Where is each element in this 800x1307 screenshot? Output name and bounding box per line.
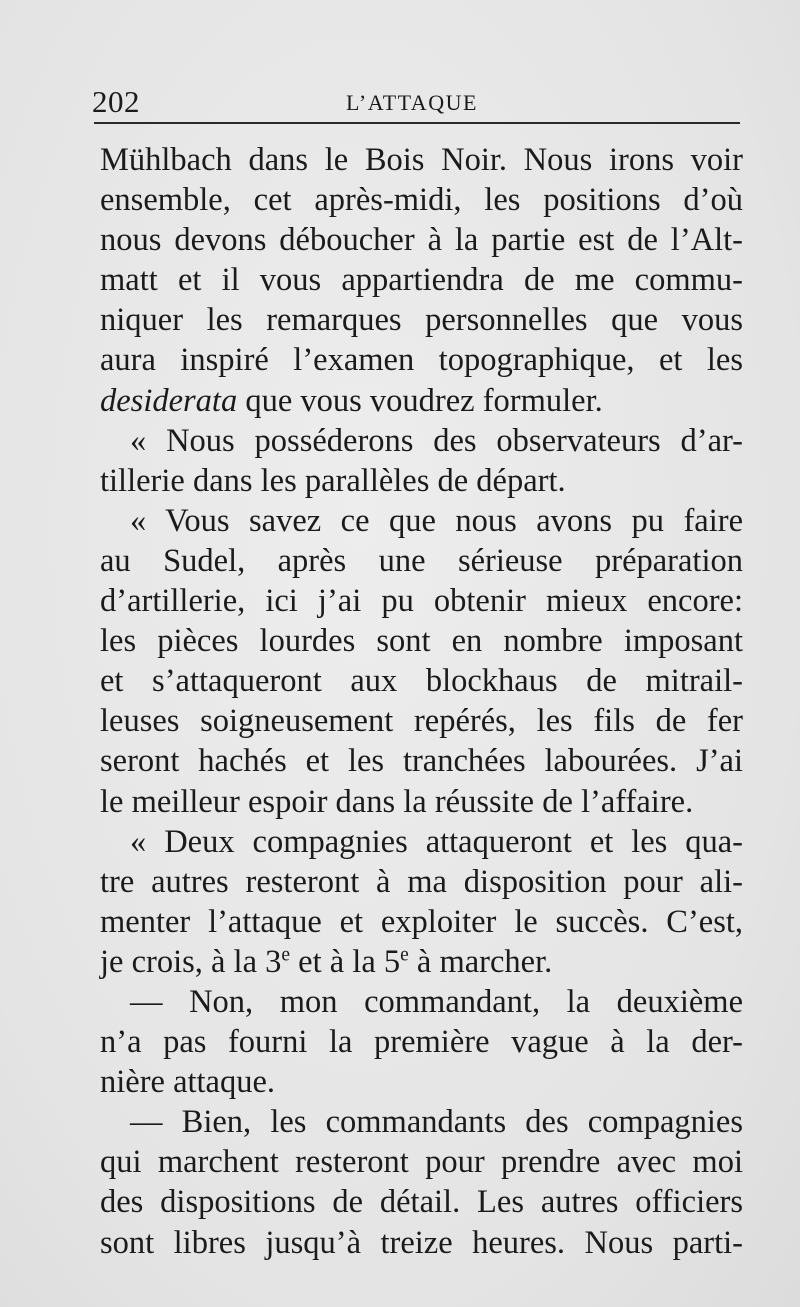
running-head: L’ATTAQUE <box>346 90 478 115</box>
body-text <box>100 140 743 1263</box>
text-line: ensemble, cet après-midi, les positions d’où <box>100 182 743 219</box>
superscript: e <box>281 944 291 966</box>
text-line: « Vous savez ce que nous avons pu faire <box>130 502 743 539</box>
text-line: — Non, mon commandant, la deuxième <box>130 983 743 1020</box>
text-line: des dispositions de détail. Les autres officiers <box>100 1184 743 1221</box>
text-line: — Bien, les commandants des compagnies <box>130 1104 743 1141</box>
text-line: tillerie dans les parallèles de départ. <box>100 462 566 499</box>
text-line: Mühlbach dans le Bois Noir. Nous irons voir <box>100 142 743 178</box>
text-line: d’artillerie, ici j’ai pu obtenir mieux encore: <box>100 583 743 620</box>
text-fragment: je crois, à la 3 <box>100 943 282 980</box>
text-line: et s’attaqueront aux blockhaus de mitrail- <box>100 663 743 700</box>
text-fragment: et à la 5 <box>290 943 401 980</box>
text-line: qui marchent resteront pour prendre avec moi <box>100 1144 743 1181</box>
text-line <box>100 942 743 982</box>
superscript: e <box>400 944 409 966</box>
text-line: matt et il vous appartiendra de me commu- <box>100 262 743 299</box>
text-line: menter l’attaque et exploiter le succès. C’est, <box>100 903 743 940</box>
italic-word: desiderata <box>100 382 238 419</box>
header-rule <box>94 122 740 124</box>
text-line: sont libres jusqu’à treize heures. Nous parti- <box>100 1224 743 1261</box>
text-line: leuses soigneusement repérés, les fils de fer <box>100 703 743 740</box>
text-line: le meilleur espoir dans la réussite de l’affaire. <box>100 783 694 820</box>
text-line: au Sudel, après une sérieuse préparation <box>100 542 743 579</box>
text-line: « Nous posséderons des observateurs d’ar- <box>130 422 743 459</box>
text-line: les pièces lourdes sont en nombre imposant <box>100 623 743 660</box>
text-fragment: que vous voudrez formuler. <box>237 382 603 419</box>
text-line: aura inspiré l’examen topographique, et les <box>100 342 743 379</box>
text-fragment: à marcher. <box>408 943 553 980</box>
text-line: n’a pas fourni la première vague à la der- <box>100 1024 743 1061</box>
page-header <box>92 84 740 118</box>
text-line: seront hachés et les tranchées labourées. J’ai <box>100 743 743 780</box>
text-line: tre autres resteront à ma disposition pour ali- <box>100 863 743 900</box>
text-line: nière attaque. <box>100 1064 276 1101</box>
text-line: « Deux compagnies attaqueront et les qua- <box>130 823 743 860</box>
text-line: niquer les remarques personnelles que vous <box>100 302 743 339</box>
text-line <box>100 381 743 421</box>
page-number: 202 <box>92 84 140 119</box>
text-line: nous devons déboucher à la partie est de l’Alt- <box>100 222 743 259</box>
